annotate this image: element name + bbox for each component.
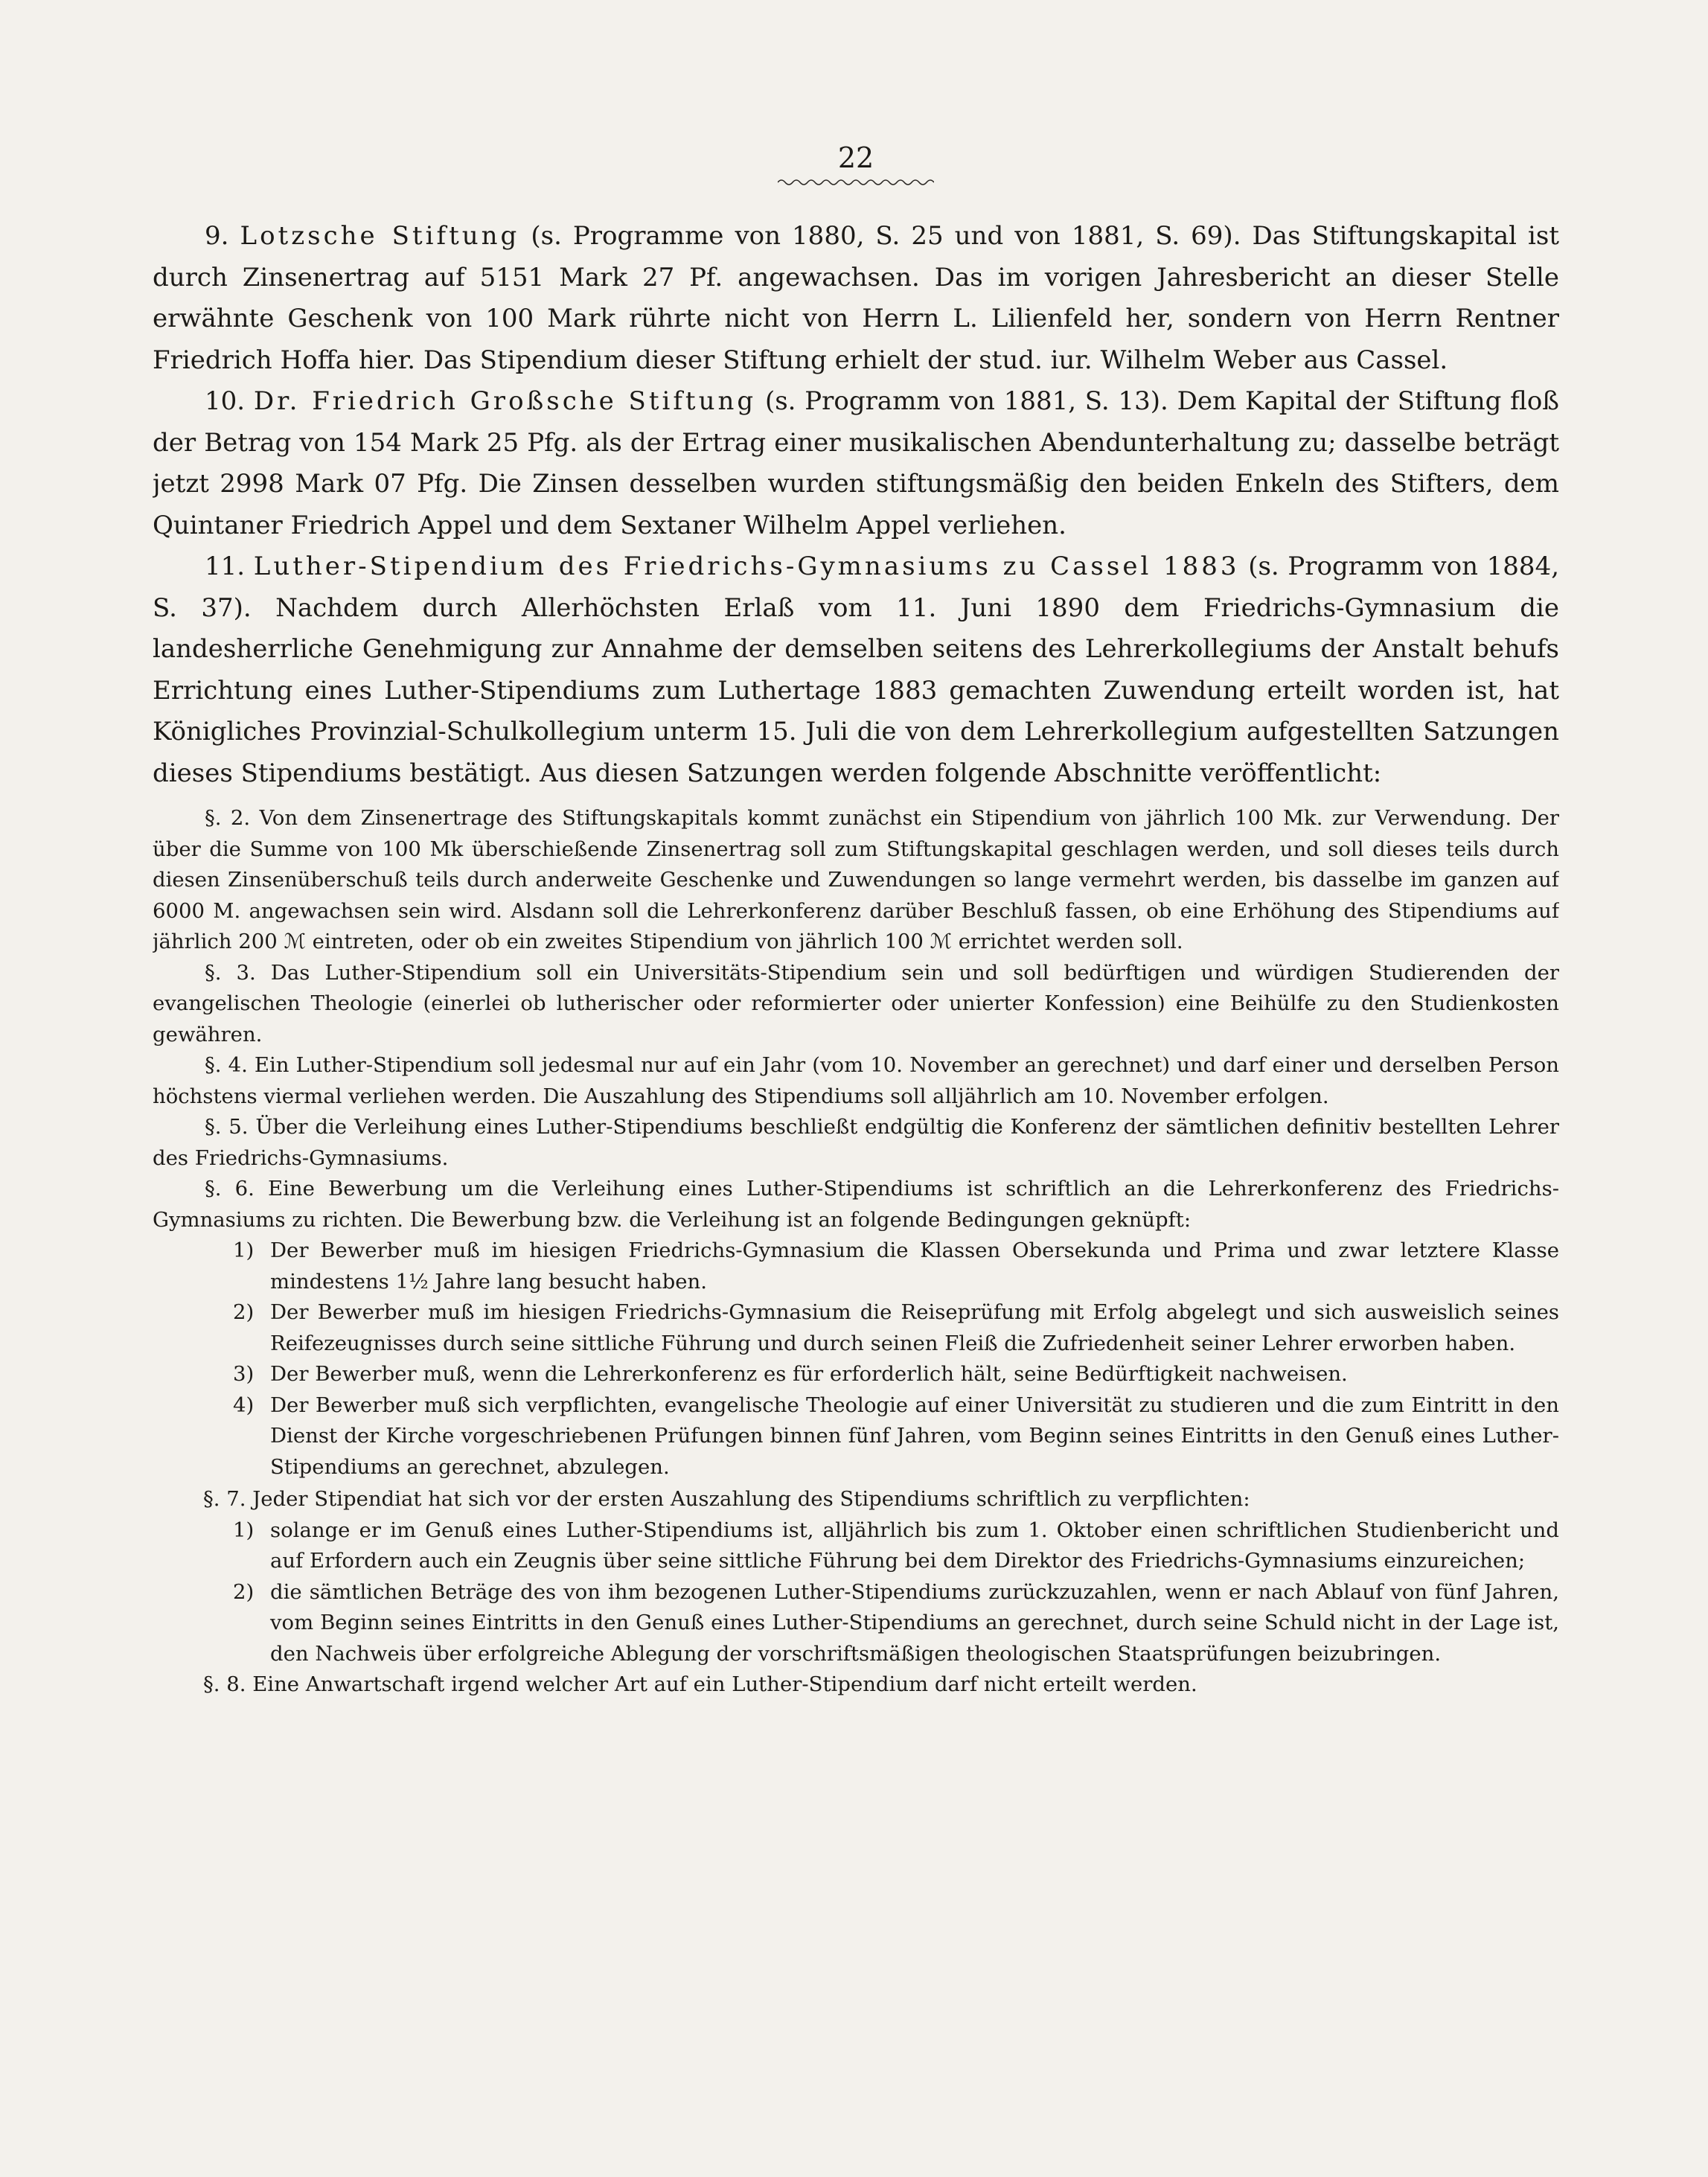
wavy-rule-ornament bbox=[778, 177, 934, 188]
list-number: 4) bbox=[233, 1393, 255, 1417]
list-number: 3) bbox=[233, 1362, 255, 1386]
paragraph-number: 11. bbox=[205, 552, 246, 581]
section-6-condition bbox=[233, 1297, 1559, 1359]
section-5: §. 5. Über die Verleihung eines Luther-Stipendiums beschließt endgültig die Konferenz der sämtlichen definitiv bestellten Lehrer des Friedrichs-Gymnasiums. bbox=[153, 1115, 1559, 1170]
section-8: §. 8. Eine Anwartschaft irgend welcher Art auf ein Luther-Stipendium darf nicht erteilt werden. bbox=[203, 1672, 1197, 1696]
document-page bbox=[153, 141, 1559, 2151]
list-text: Der Bewerber muß im hiesigen Friedrichs-Gymnasium die Klassen Obersekunda und Prima und zwar letztere Klasse mindestens 1½ Jahre lang besucht haben. bbox=[270, 1238, 1559, 1294]
paragraph-title: Luther-Stipendium des Friedrichs-Gymnasiums zu Cassel 1883 bbox=[253, 552, 1240, 581]
paragraph-number: 10. bbox=[205, 386, 246, 416]
list-number: 1) bbox=[233, 1518, 255, 1542]
section-6-condition bbox=[233, 1235, 1559, 1297]
paragraph-gross-stiftung bbox=[153, 381, 1559, 546]
statute-excerpts bbox=[153, 803, 1559, 1701]
section-6-condition bbox=[233, 1390, 1559, 1483]
section-7-obligation bbox=[233, 1577, 1559, 1670]
paragraph-text: (s. Programm von 1884, S. 37). Nachdem durch Allerhöchsten Erlaß vom 11. Juni 1890 dem Friedrichs-Gymnasium die landesherrliche Genehmigung zur Annahme der demselben seitens des Lehrerkollegiums der Anstalt behufs Errichtung eines Luther-Stipendiums zum Luthertage 1883 gemachten Zuwendung erteilt worden ist, hat Königliches Provinzial-Schulkollegium unterm 15. Juli die von dem Lehrerkollegium aufgestellten Satzungen dieses Stipendiums bestätigt. Aus diesen Satzungen werden folgende Abschnitte veröffentlicht: bbox=[153, 552, 1559, 788]
list-text: Der Bewerber muß im hiesigen Friedrichs-Gymnasium die Reiseprüfung mit Erfolg abgelegt und sich ausweislich seines Reifezeugnisses durch seine sittliche Führung und durch seinen Fleiß die Zufriedenheit seiner Lehrer erworben haben. bbox=[270, 1300, 1559, 1355]
section-2: §. 2. Von dem Zinsenertrage des Stiftungskapitals kommt zunächst ein Stipendium von jährlich 100 Mk. zur Verwendung. Der über die Summe von 100 Mk überschießende Zinsenertrag soll zum Stiftungskapital geschlagen werden, und soll dieses teils durch diesen Zinsenüberschuß teils durch anderweite Geschenke und Zuwendungen so lange vermehrt werden, bis dasselbe im ganzen auf 6000 M. angewachsen sein wird. Alsdann soll die Lehrerkonferenz darüber Beschluß fassen, ob eine Erhöhung des Stipendiums auf jährlich 200 ℳ eintreten, oder ob ein zweites Stipendium von jährlich 100 ℳ errichtet werden soll. bbox=[153, 806, 1559, 953]
section-7-obligation bbox=[233, 1515, 1559, 1577]
paragraph-title: Lotzsche Stiftung bbox=[240, 221, 520, 251]
paragraph-text: (s. Programm von 1881, S. 13). Dem Kapital der Stiftung floß der Betrag von 154 Mark 25 Pfg. als der Ertrag einer musikalischen Abendunterhaltung zu; dasselbe beträgt jetzt 2998 Mark 07 Pfg. Die Zinsen desselben wurden stiftungsmäßig den beiden Enkeln des Stifters, dem Quintaner Friedrich Appel und dem Sextaner Wilhelm Appel verliehen. bbox=[153, 386, 1559, 540]
paragraph-number: 9. bbox=[205, 221, 229, 251]
paragraph-text: (s. Programme von 1880, S. 25 und von 1881, S. 69). Das Stiftungskapital ist durch Zinsenertrag auf 5151 Mark 27 Pf. angewachsen. Das im vorigen Jahresbericht an dieser Stelle erwähnte Geschenk von 100 Mark rührte nicht von Herrn L. Lilienfeld her, sondern von Herrn Rentner Friedrich Hoffa hier. Das Stipendium dieser Stiftung erhielt der stud. iur. Wilhelm Weber aus Cassel. bbox=[153, 221, 1559, 375]
section-7-block bbox=[153, 1484, 1559, 1669]
section-6-condition bbox=[233, 1359, 1559, 1390]
paragraph-luther-stipendium bbox=[153, 546, 1559, 794]
list-text: solange er im Genuß eines Luther-Stipendiums ist, alljährlich bis zum 1. Oktober einen schriftlichen Studienbericht und auf Erfordern auch ein Zeugnis über seine sittliche Führung bei dem Direktor des Friedrichs-Gymnasiums einzureichen; bbox=[270, 1518, 1559, 1573]
paragraph-title: Dr. Friedrich Großsche Stiftung bbox=[253, 386, 757, 416]
list-number: 2) bbox=[233, 1579, 255, 1604]
list-number: 2) bbox=[233, 1300, 255, 1324]
section-3: §. 3. Das Luther-Stipendium soll ein Universitäts-Stipendium sein und soll bedürftigen und würdigen Studierenden der evangelischen Theologie (einerlei ob lutherischer oder reformierter oder unierter Konfession) eine Beihülfe zu den Studienkosten gewähren. bbox=[153, 960, 1559, 1046]
list-text: Der Bewerber muß sich verpflichten, evangelische Theologie auf einer Universität zu studieren und die zum Eintritt in den Dienst der Kirche vorgeschriebenen Prüfungen binnen fünf Jahren, vom Beginn seines Eintritts in den Genuß eines Luther-Stipendiums an gerechnet, abzulegen. bbox=[270, 1393, 1559, 1479]
section-6: §. 6. Eine Bewerbung um die Verleihung eines Luther-Stipendiums ist schriftlich an die Lehrerkonferenz des Friedrichs-Gymnasiums zu richten. Die Bewerbung bzw. die Verleihung ist an folgende Bedingungen geknüpft: bbox=[153, 1177, 1559, 1232]
list-text: die sämtlichen Beträge des von ihm bezogenen Luther-Stipendiums zurückzuzahlen, wenn er nach Ablauf von fünf Jahren, vom Beginn seines Eintritts in den Genuß eines Luther-Stipendiums an gerechnet, durch seine Schuld nicht in der Lage ist, den Nachweis über erfolgreiche Ablegung der vorschriftsmäßigen theologischen Staatsprüfungen beizubringen. bbox=[270, 1579, 1559, 1666]
paragraph-lotz-stiftung bbox=[153, 216, 1559, 381]
section-7: §. 7. Jeder Stipendiat hat sich vor der ersten Auszahlung des Stipendiums schriftlich zu verpflichten: bbox=[203, 1487, 1250, 1511]
list-number: 1) bbox=[233, 1238, 255, 1262]
page-number: 22 bbox=[837, 141, 874, 174]
list-text: Der Bewerber muß, wenn die Lehrerkonferenz es für erforderlich hält, seine Bedürftigkeit nachweisen. bbox=[270, 1362, 1348, 1386]
section-4: §. 4. Ein Luther-Stipendium soll jedesmal nur auf ein Jahr (vom 10. November an gerechnet) und darf einer und derselben Person höchstens viermal verliehen werden. Die Auszahlung des Stipendiums soll alljährlich am 10. November erfolgen. bbox=[153, 1053, 1559, 1108]
